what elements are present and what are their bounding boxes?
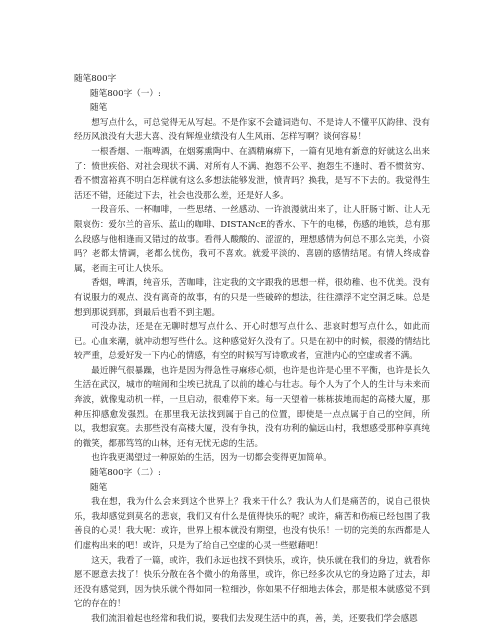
paragraph: 也许我更渴望过一种原始的生活，因为一切都会变得更加简单。 (91, 453, 332, 464)
part-two-essay-title: 随笔 (90, 482, 108, 493)
document-title: 随笔800字 (74, 74, 117, 84)
paragraph: 一根香烟、一瓶啤酒，在烟雾熏陶中、在酒精麻痹下，一篇有见地有新意的好就这么出来了：愤世疾俗、对社会现状不满、对所有人不满、抱怨不公平、抱怨生不逢时、看不惯贫穷、看不惯富裕真不明白怎样就有这么多想法能够发泄，愤青吗？换我，是写不下去的。我觉得生活还不错，还能过下去，社会也没那么差，还是好人多。 (74, 146, 430, 201)
part-one-heading: 随笔800字（一）: (90, 88, 161, 99)
paragraph: 我在想，我为什么会来到这个世界上？我来干什么？我认为人们是痛苦的，说自己很快乐，我却感觉到莫名的悲哀，我们又有什么是值得快乐的呢？或许，痛苦和伤痕已经包围了我善良的心灵！我大呢：或许，世界上根本就没有期望，也没有快乐！一切的完美的东西都是人们虚构出来的吧！或许，只是为了给自己空虚的心灵一些慰藉吧！ (74, 497, 430, 551)
paragraph: 这天，我看了一篇，或许，我们永远也找不到快乐，或许，快乐就在我们的身边，就看你愿不愿意去找了！快乐分散在各个微小的角落里，或许，你已经多次从它的身边路了过去，却还没有感觉到，因为快乐就个得如同一粒细沙，你如果不仔细地去体会，那是根本就感觉不到它的存在的！ (74, 555, 430, 610)
paragraph: 香烟，啤酒，纯音乐，苦咖啡，注定我的文字跟我的思想一样，很幼稚、也不优美。没有有说服力的观点、没有离奇的故事，有的只是一些破碎的想法，往往漂浮不定空洞乏味。总是想到那说到那，到最后也看不到主题。 (74, 278, 430, 318)
part-two-heading: 随笔800字（二）: (90, 468, 161, 479)
paragraph: 一段音乐、一杯咖啡，一些思绪、一丝感动、一许浪漫就出来了，让人肝肠寸断、让人无限哀伤：爱尔兰的音乐、蓝山的咖啡、DISTANcE的香水、下午的电梯，伤感的地铁，总有那么段感与他相逢而又错过的故事。看得人酸酸的、涩涩的，理想感情为何总不那么完美，小资吗？老都太情调，老都么忧伤，我可不喜欢。就爱平淡的、喜剧的感情结尾。有情人终成眷属，老而主可让人快乐。 (74, 205, 430, 274)
paragraph: 可没办法，还是在无聊时想写点什么、开心时想写点什么、悲哀时想写点什么，如此而已。心血来潮，就冲动想写些什么。这种感觉好久没有了。只是在初中的时候，很漫的情结比较严重，总爱好发一下内心的情感，有空的时候写写诗歌或者，宣泄内心的空虚或者不满。 (74, 322, 430, 362)
paragraph: 我们流泪着起也经常和我们说，要我们去发现生活中的真，善，美，还要我们学会感恩 (91, 613, 418, 624)
paragraph: 最近脾气很暴躁，也许是因为得急性寻麻疹心烦，也许是也许是心里不平衡，也许是长久生活在武汉，城市的喧闹和尘埃已扰乱了以前的雄心与壮志。每个人为了个人的生计与未来而奔波，就像鬼动机一样，一旦启动，很难停下来。每一天望着一栋栋拔地而起的高楼大厦，那种压抑感愈发强烈。在那里我无法找到属于自己的位置，即使是一点点属于自己的空间，所以，我想寂寞。去那些没有高楼大厦，没有争执，没有功利的偏远山村，我想感受那种享真纯的微笑，都那笃笃的山林，还有无忧无虑的生活。 (74, 365, 430, 449)
document-page (74, 72, 430, 627)
part-two (74, 466, 430, 495)
part-one-essay-title: 随笔 (90, 103, 108, 114)
paragraph: 想写点什么，可总觉得无从写起。不是作家不会谴词造句、不是诗人不懂平仄韵律、没有经历风浪没有大悲大喜、没有辉煌业绩没有人生风雨、怎样写啊？谈何容易！ (74, 117, 430, 143)
part-one (74, 87, 430, 116)
